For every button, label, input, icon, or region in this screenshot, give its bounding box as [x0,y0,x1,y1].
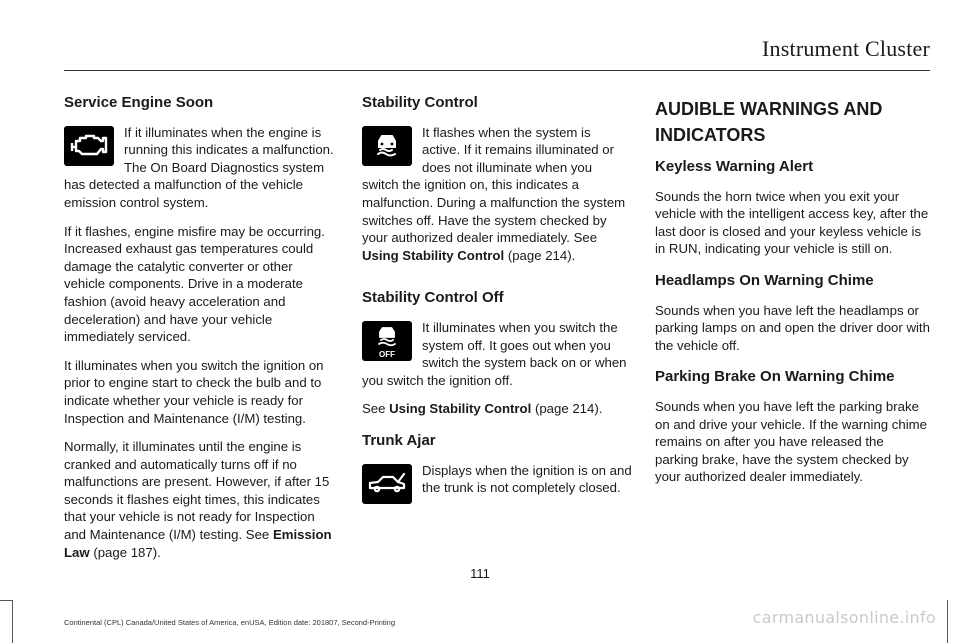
paragraph [362,400,632,418]
paragraph-text: It flashes when the system is active. If it remains illuminated or does not illuminate when you switch the ignition on, this indicates a malfunction. During a malfunction the system switches off. Have the system checked by your authorized dealer immediately. See [362,124,626,246]
paragraph: Displays when the ignition is on and the trunk is not completely closed. [422,462,632,496]
paragraph: It illuminates when you switch the system off. It goes out when you switch the system back on or when you switch the ignition off. [362,319,627,388]
emission-law-link[interactable]: Emission Law [64,527,332,560]
section-heading-trunk-ajar: Trunk Ajar [362,431,436,449]
engine-warning-icon [64,126,114,166]
stability-control-icon [362,126,412,166]
using-stability-control-link[interactable]: Using Stability Control [362,247,505,263]
see-label: See [362,401,386,417]
section-heading-stability-control-off: Stability Control Off [362,289,504,307]
page-header-title: Instrument Cluster [762,36,930,61]
paragraph: If it flashes, engine misfire may be occurring. Increased exhaust gas temperatures could damage the catalytic converter or other vehicle components. Drive in a moderate fashion (avoid heavy acceleration and deceleration) and have your vehicle immediately serviced. [64,223,325,345]
page-number: 111 [470,566,490,581]
paragraph [64,438,336,561]
edition-footer: Continental (CPL) Canada/United States of America, enUSA, Edition date: 201807, Second-Printing [64,618,396,627]
see-label: See [245,527,270,543]
trunk-ajar-icon [362,464,412,504]
paragraph: Sounds the horn twice when you exit your vehicle with the intelligent access key, after the last door is closed and your keyless vehicle is in RUN, indicating your vehicle is still on. [655,188,929,257]
page-reference: (page 214). [507,247,576,263]
watermark-site: carmanualsonline.info [752,608,936,627]
section-heading-parking-brake-chime: Parking Brake On Warning Chime [655,368,895,386]
off-label: OFF [379,349,395,359]
column-service-engine [64,92,336,572]
section-heading-stability-control: Stability Control [362,94,478,111]
header-divider [64,70,930,71]
crop-mark [12,600,13,643]
paragraph: Sounds when you have left the parking brake on and drive your vehicle. If the warning chime remains on after you have released the parking brake, have the system checked by your authorized dealer immediately. [655,398,927,485]
section-heading-keyless-warning: Keyless Warning Alert [655,158,814,175]
paragraph: If it illuminates when the engine is running this indicates a malfunction. The On Board Diagnostics system has detected a malfunction of the vehicle emission control system. [64,124,334,210]
section-title-audible-warnings: AUDIBLE WARNINGS AND INDICATORS [655,99,883,145]
section-heading-headlamps-chime: Headlamps On Warning Chime [655,271,874,289]
column-audible-warnings [655,92,930,497]
crop-mark [0,600,12,601]
column-stability [362,92,632,508]
paragraph-text: Normally, it illuminates until the engine is cranked and automatically turns off if no malfunctions are present. However, if after 15 seconds it flashes eight times, this indicates that your vehicle is not ready for Inspection and Maintenance (I/M) testing. [64,439,330,543]
page-reference: (page 214). [534,401,603,417]
paragraph: Sounds when you have left the headlamps or parking lamps on and open the driver door with the vehicle off. [655,302,930,353]
section-heading-service-engine-soon: Service Engine Soon [64,94,214,111]
crop-mark [947,600,948,643]
page-reference: (page 187). [93,544,161,560]
paragraph: It illuminates when you switch the ignition on prior to engine start to check the bulb and to indicate whether your vehicle is ready for Inspection and Maintenance (I/M) testing. [64,357,324,426]
stability-control-off-icon [362,321,412,361]
using-stability-control-link[interactable]: Using Stability Control [389,401,532,417]
